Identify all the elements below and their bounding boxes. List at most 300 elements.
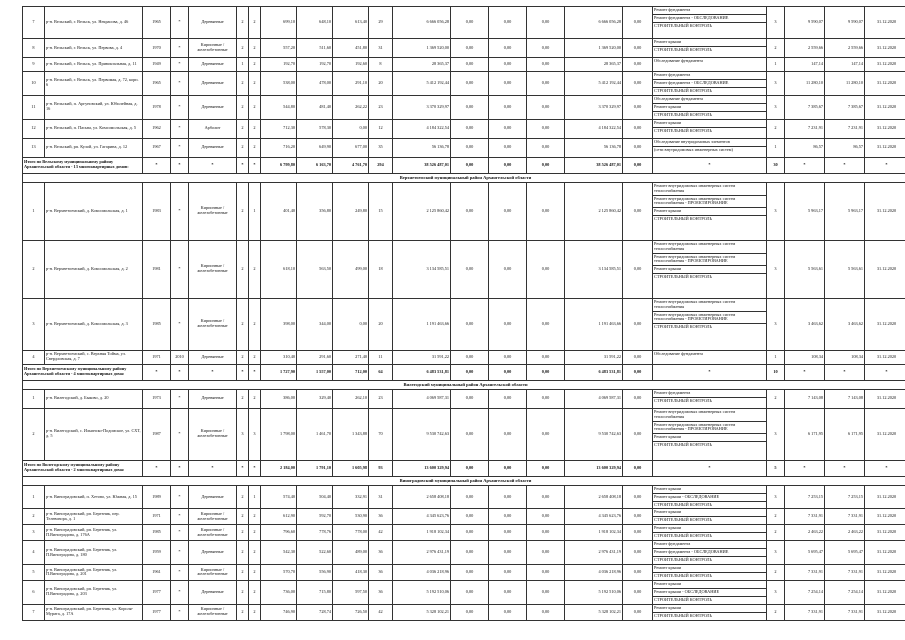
floors: * [237, 157, 249, 173]
work-item: Ремонт крыши [653, 565, 766, 573]
table-row [23, 138, 905, 157]
federal-funds: 0,00 [451, 408, 489, 460]
year-renovated: * [171, 7, 189, 39]
work-item: Ремонт фундамента - ОБСЛЕДОВАНИЕ [653, 80, 766, 88]
house-address: р-н. Верхнетоемский, д. Комсомольская, д. 1 [45, 182, 143, 240]
federal-funds: 0,00 [451, 7, 489, 39]
year-renovated: * [171, 604, 189, 620]
total-cost: 13 600 329,94 [393, 460, 451, 476]
floors: 2 [237, 389, 249, 408]
other-funds: 0,00 [623, 95, 653, 119]
max-unit-cost: 6 171,95 [825, 408, 865, 460]
owner-funds: 5 192 510,06 [565, 580, 623, 604]
row-number: 7 [23, 604, 45, 620]
total-area: 310,40 [261, 350, 297, 364]
row-number: 3 [23, 525, 45, 541]
works-list [653, 298, 767, 350]
work-item: Ремонт крыши [653, 120, 766, 128]
completion-date: 31.12.2020 [865, 182, 905, 240]
wall-material: Деревянные [189, 72, 237, 96]
year-renovated: * [171, 298, 189, 350]
unit-cost: 9 590,07 [785, 7, 825, 39]
max-unit-cost: 2 559,66 [825, 39, 865, 58]
works-list [653, 119, 767, 138]
total-area: 612,90 [261, 509, 297, 525]
works-count: 3 [767, 408, 785, 460]
premises-area: 6 163,70 [297, 157, 333, 173]
entrances: 1 [249, 485, 261, 509]
federal-funds: 0,00 [451, 485, 489, 509]
floors: 2 [237, 95, 249, 119]
work-item: Ремонт внутридомовых инженерных систем теплоснабжения [653, 299, 766, 312]
unit-cost: 147,14 [785, 58, 825, 72]
owner-funds: 6 666 056,28 [565, 7, 623, 39]
local-funds: 0,00 [527, 240, 565, 298]
total-area: 1 727,90 [261, 364, 297, 380]
max-unit-cost: 7 331,91 [825, 604, 865, 620]
residential-area: 613,40 [333, 7, 369, 39]
entrances: 2 [249, 58, 261, 72]
other-funds: 0,00 [623, 240, 653, 298]
total-area: 192,70 [261, 58, 297, 72]
year-renovated: * [171, 580, 189, 604]
table-row [23, 408, 905, 460]
other-funds: 0,00 [623, 39, 653, 58]
local-funds: 0,00 [527, 389, 565, 408]
row-number: 4 [23, 350, 45, 364]
total-area: 401,40 [261, 182, 297, 240]
owner-funds: 31 591,22 [565, 350, 623, 364]
entrances: 2 [249, 525, 261, 541]
residential-area: 1 605,98 [333, 460, 369, 476]
owner-funds: 1 369 520,00 [565, 39, 623, 58]
unit-cost: 2 463,22 [785, 525, 825, 541]
other-funds: 0,00 [623, 485, 653, 509]
federal-funds: 0,00 [451, 95, 489, 119]
row-number: 1 [23, 182, 45, 240]
house-address: р-н. Виноградовский, п. Хетово, ул. Южная, д. 15 [45, 485, 143, 509]
premises-area: 649,90 [297, 138, 333, 157]
total-cost: 3 370 329,97 [393, 95, 451, 119]
year-renovated: * [171, 95, 189, 119]
work-item: СТРОИТЕЛЬНЫЙ КОНТРОЛЬ [654, 572, 713, 578]
residents-count: 20 [369, 72, 393, 96]
federal-funds: 0,00 [451, 509, 489, 525]
max-unit-cost: 7 143,08 [825, 389, 865, 408]
residential-area: 451,80 [333, 39, 369, 58]
works-list [653, 408, 767, 460]
works-list [653, 509, 767, 525]
residents-count: 93 [369, 460, 393, 476]
wall-material: Арболит [189, 119, 237, 138]
works-list [653, 7, 767, 39]
work-item: (сети внутридомовых инженерных систем) [654, 146, 733, 152]
wall-material: Кирпичные / железобетонные [189, 408, 237, 460]
works-count: 3 [767, 240, 785, 298]
work-item: Обследование фундамента [654, 58, 703, 63]
unit-cost: * [785, 364, 825, 380]
total-area: 746,90 [261, 604, 297, 620]
entrances: 2 [249, 240, 261, 298]
year-renovated: * [171, 182, 189, 240]
work-item: Обследование внутридомовых элементов [653, 139, 766, 147]
year-built: 1987 [143, 408, 171, 460]
residents-count: 29 [369, 7, 393, 39]
total-cost: 38 526 487,01 [393, 157, 451, 173]
work-item: Ремонт внутридомовых инженерных систем теплоснабжения - ПРОЕКТИРОВАНИЕ [653, 254, 766, 267]
house-address: р-н. Вельский, г. Вельск, ул. Привокзальная, д. 11 [45, 58, 143, 72]
house-address: р-н. Виноградовский, рп. Березник, ул. П.Виноградова, д. 180 [45, 541, 143, 565]
works-count: 10 [767, 364, 785, 380]
other-funds: 0,00 [623, 565, 653, 581]
total-area: 716,20 [261, 138, 297, 157]
wall-material: Деревянные [189, 138, 237, 157]
local-funds: 0,00 [527, 298, 565, 350]
unit-cost: 11 280,10 [785, 72, 825, 96]
house-address: р-н. Виноградовский, рп. Березник, пер. Телевизора, д. 1 [45, 509, 143, 525]
year-renovated: * [171, 58, 189, 72]
work-item: Ремонт крыши [653, 266, 766, 274]
wall-material: Кирпичные / железобетонные [189, 565, 237, 581]
work-item: СТРОИТЕЛЬНЫЙ КОНТРОЛЬ [654, 87, 713, 93]
regional-funds: 0,00 [489, 509, 527, 525]
total-cost: 28 365,37 [393, 58, 451, 72]
unit-cost: 7 254,14 [785, 580, 825, 604]
residential-area: 332,91 [333, 485, 369, 509]
works-count: 3 [767, 298, 785, 350]
works-list [653, 565, 767, 581]
regional-funds: 0,00 [489, 565, 527, 581]
completion-date: 31.12.2020 [865, 509, 905, 525]
local-funds: 0,00 [527, 541, 565, 565]
entrances: 2 [249, 580, 261, 604]
unit-cost: 3 463,62 [785, 298, 825, 350]
total-cost: 31 591,22 [393, 350, 451, 364]
works-list [653, 485, 767, 509]
residential-area: 262,22 [333, 95, 369, 119]
year-built: 1978 [143, 95, 171, 119]
owner-funds: 13 600 329,94 [565, 460, 623, 476]
total-cost: 9 530 742,63 [393, 408, 451, 460]
owner-funds: 9 530 742,63 [565, 408, 623, 460]
regional-funds: 0,00 [489, 298, 527, 350]
works-list [653, 182, 767, 240]
total-label: Итого по Вельскому муниципальному району Архангельской области - 13 многоквартирных домов: [23, 157, 143, 173]
residents-count: 42 [369, 525, 393, 541]
unit-cost: 6 171,95 [785, 408, 825, 460]
work-item: Ремонт крыши [653, 605, 766, 613]
table-row [23, 509, 905, 525]
table-row [23, 541, 905, 565]
local-funds: 0,00 [527, 7, 565, 39]
section-title: Вилегодский муниципальный район Архангельской области [23, 380, 905, 389]
completion-date: 31.12.2020 [865, 408, 905, 460]
regional-funds: 0,00 [489, 157, 527, 173]
other-funds: 0,00 [623, 604, 653, 620]
local-funds: 0,00 [527, 157, 565, 173]
max-unit-cost: 5 695,47 [825, 541, 865, 565]
federal-funds: 0,00 [451, 350, 489, 364]
house-address: р-н. Виноградовский, рп. Березник, ул. П.Виноградова, д. 176А [45, 525, 143, 541]
year-built: 1977 [143, 580, 171, 604]
premises-area: 329,40 [297, 389, 333, 408]
house-address: р-н. Вилегодский, д. Быково, д. 20 [45, 389, 143, 408]
local-funds: 0,00 [527, 364, 565, 380]
wall-material: Кирпичные / железобетонные [189, 240, 237, 298]
residential-area: 418,30 [333, 565, 369, 581]
completion-date: 31.12.2020 [865, 95, 905, 119]
entrances: 2 [249, 389, 261, 408]
floors: 2 [237, 580, 249, 604]
other-funds: 0,00 [623, 58, 653, 72]
wall-material: * [189, 460, 237, 476]
floors: 2 [237, 485, 249, 509]
total-cost: 2 125 860,42 [393, 182, 451, 240]
floors: * [237, 460, 249, 476]
other-funds: 0,00 [623, 580, 653, 604]
residents-count: 20 [369, 298, 393, 350]
floors: 2 [237, 72, 249, 96]
regional-funds: 0,00 [489, 119, 527, 138]
other-funds: 0,00 [623, 72, 653, 96]
total-area: 538,00 [261, 72, 297, 96]
residents-count: 36 [369, 565, 393, 581]
total-area: 699,10 [261, 7, 297, 39]
completion-date: 31.12.2020 [865, 485, 905, 509]
house-address: р-н. Верхнетоемский, д. Комсомольская, д. 2 [45, 240, 143, 298]
year-built: * [143, 364, 171, 380]
entrances: 2 [249, 298, 261, 350]
floors: 2 [237, 298, 249, 350]
works-count: 3 [767, 182, 785, 240]
house-address: р-н. Виноградовский, рп. Березник, ул. Короля-Мурата, д. 17А [45, 604, 143, 620]
premises-area: 522,60 [297, 541, 333, 565]
floors: 2 [237, 509, 249, 525]
unit-cost: 7 331,91 [785, 604, 825, 620]
year-renovated: * [171, 541, 189, 565]
row-number: 3 [23, 298, 45, 350]
year-renovated: * [171, 565, 189, 581]
residential-area: 249,80 [333, 182, 369, 240]
max-unit-cost: 11 280,10 [825, 72, 865, 96]
table-body [23, 7, 905, 621]
regional-funds: 0,00 [489, 389, 527, 408]
work-item: Ремонт внутридомовых инженерных систем теплоснабжения - ПРОЕКТИРОВАНИЕ [653, 312, 766, 325]
unit-cost: 7 143,08 [785, 389, 825, 408]
max-unit-cost: * [825, 460, 865, 476]
entrances: 2 [249, 350, 261, 364]
local-funds: 0,00 [527, 565, 565, 581]
entrances: 2 [249, 604, 261, 620]
works-list [653, 72, 767, 96]
house-address: р-н. Виноградовский, рп. Березник, ул. П.Виноградова, д. 201 [45, 565, 143, 581]
entrances: 2 [249, 509, 261, 525]
floors: * [237, 364, 249, 380]
floors: 2 [237, 7, 249, 39]
regional-funds: 0,00 [489, 350, 527, 364]
total-label: Итого по Вилегодскому муниципальному району Архангельской области - 2 многоквартирных дома: [23, 460, 143, 476]
year-renovated: 2010 [171, 350, 189, 364]
house-address: р-н. Виноградовский, рп. Березник, ул. П.Виноградова, д. 203 [45, 580, 143, 604]
year-built: 1965 [143, 72, 171, 96]
owner-funds: 56 136,78 [565, 138, 623, 157]
work-item: Ремонт фундамента [653, 7, 766, 15]
floors: 2 [237, 182, 249, 240]
total-cost: 5 412 192,44 [393, 72, 451, 96]
year-built: 1985 [143, 525, 171, 541]
max-unit-cost: 7 253,15 [825, 485, 865, 509]
residents-count: 31 [369, 485, 393, 509]
residential-area: 726,50 [333, 604, 369, 620]
wall-material: Деревянные [189, 95, 237, 119]
unit-cost: * [785, 460, 825, 476]
entrances: 2 [249, 95, 261, 119]
other-funds: 0,00 [623, 525, 653, 541]
total-area: 574,40 [261, 485, 297, 509]
federal-funds: 0,00 [451, 364, 489, 380]
work-item: Ремонт крыши [653, 581, 766, 589]
total-area: 712,30 [261, 119, 297, 138]
wall-material: Кирпичные / железобетонные [189, 509, 237, 525]
table-row [23, 39, 905, 58]
entrances: 2 [249, 39, 261, 58]
max-unit-cost: 7 231,91 [825, 119, 865, 138]
federal-funds: 0,00 [451, 460, 489, 476]
works-list [653, 240, 767, 298]
work-item: СТРОИТЕЛЬНЫЙ КОНТРОЛЬ [654, 612, 713, 618]
section-header-row [23, 476, 905, 485]
entrances: 2 [249, 565, 261, 581]
floors: 2 [237, 350, 249, 364]
floors: 2 [237, 138, 249, 157]
work-item: Ремонт крыши [653, 104, 766, 112]
row-number: 5 [23, 565, 45, 581]
unit-cost: * [785, 157, 825, 173]
completion-date: 31.12.2020 [865, 58, 905, 72]
total-cost: 1 369 520,00 [393, 39, 451, 58]
floors: 2 [237, 565, 249, 581]
work-item: Ремонт фундамента - ОБСЛЕДОВАНИЕ [653, 549, 766, 557]
year-built: 1967 [143, 138, 171, 157]
wall-material: * [189, 157, 237, 173]
table-row [23, 95, 905, 119]
max-unit-cost: 7 385,67 [825, 95, 865, 119]
residents-count: 36 [369, 509, 393, 525]
regional-funds: 0,00 [489, 138, 527, 157]
residents-count: 35 [369, 138, 393, 157]
table-row [23, 485, 905, 509]
works-count: 1 [767, 58, 785, 72]
federal-funds: 0,00 [451, 580, 489, 604]
row-number: 2 [23, 509, 45, 525]
works-count: 2 [767, 119, 785, 138]
row-number: 8 [23, 39, 45, 58]
wall-material: Кирпичные / железобетонные [189, 39, 237, 58]
table-row [23, 58, 905, 72]
max-unit-cost: * [825, 364, 865, 380]
premises-area: 1 557,00 [297, 364, 333, 380]
federal-funds: 0,00 [451, 39, 489, 58]
work-item: СТРОИТЕЛЬНЫЙ КОНТРОЛЬ [654, 22, 713, 28]
table-row [23, 72, 905, 96]
year-built: 1962 [143, 119, 171, 138]
work-item: СТРОИТЕЛЬНЫЙ КОНТРОЛЬ [654, 111, 713, 117]
total-cost: 5 192 510,06 [393, 580, 451, 604]
completion-date: 31.12.2020 [865, 565, 905, 581]
regional-funds: 0,00 [489, 408, 527, 460]
row-number: 10 [23, 72, 45, 96]
residents-count: 31 [369, 39, 393, 58]
residential-area: 778,00 [333, 525, 369, 541]
other-funds: 0,00 [623, 138, 653, 157]
federal-funds: 0,00 [451, 525, 489, 541]
table-row [23, 389, 905, 408]
row-number: 13 [23, 138, 45, 157]
work-item: СТРОИТЕЛЬНЫЙ КОНТРОЛЬ [654, 501, 713, 507]
federal-funds: 0,00 [451, 389, 489, 408]
year-built: 1973 [143, 389, 171, 408]
residents-count: 64 [369, 364, 393, 380]
residential-area: 1 343,88 [333, 408, 369, 460]
floors: 3 [237, 408, 249, 460]
house-address: р-н. Вельский, п. Пасьва, ул. Комсомольская, д. 5 [45, 119, 143, 138]
works-list [653, 58, 767, 72]
total-area: 386,00 [261, 389, 297, 408]
year-built: * [143, 157, 171, 173]
work-item: Ремонт крыши - ОБСЛЕДОВАНИЕ [653, 589, 766, 597]
other-funds: 0,00 [623, 298, 653, 350]
entrances: 2 [249, 7, 261, 39]
works-count: 2 [767, 604, 785, 620]
house-address: р-н. Вельский, п. Аргуновский, ул. Юбилейная, д. 16 [45, 95, 143, 119]
completion-date: 31.12.2020 [865, 604, 905, 620]
wall-material: Деревянные [189, 7, 237, 39]
work-item: Ремонт внутридомовых инженерных систем теплоснабжения [653, 409, 766, 422]
work-item: Ремонт крыши [653, 208, 766, 216]
total-cost: 5 328 102,21 [393, 604, 451, 620]
row-number: 1 [23, 485, 45, 509]
max-unit-cost: 7 254,14 [825, 580, 865, 604]
max-unit-cost: 86,57 [825, 138, 865, 157]
residential-area: 489,00 [333, 541, 369, 565]
work-item: Ремонт фундамента [653, 72, 766, 80]
federal-funds: 0,00 [451, 119, 489, 138]
federal-funds: 0,00 [451, 138, 489, 157]
row-number: 12 [23, 119, 45, 138]
total-area: 1 798,00 [261, 408, 297, 460]
year-built: 1985 [143, 298, 171, 350]
entrances: * [249, 364, 261, 380]
max-unit-cost: 3 463,62 [825, 298, 865, 350]
work-item: Ремонт крыши [653, 509, 766, 517]
completion-date: 31.12.2020 [865, 541, 905, 565]
year-built: 1961 [143, 565, 171, 581]
completion-date: 31.12.2020 [865, 525, 905, 541]
works-count: 2 [767, 39, 785, 58]
work-item: Ремонт внутридомовых инженерных систем теплоснабжения - ПРОЕКТИРОВАНИЕ [653, 196, 766, 209]
row-number: 9 [23, 58, 45, 72]
federal-funds: 0,00 [451, 604, 489, 620]
table-row [23, 7, 905, 39]
house-address: р-н. Вельский, рп. Кулой, ул. Гагарина, д. 12 [45, 138, 143, 157]
unit-cost: 2 559,66 [785, 39, 825, 58]
residents-count: 23 [369, 389, 393, 408]
total-area: 2 184,00 [261, 460, 297, 476]
max-unit-cost: * [825, 157, 865, 173]
floors: 2 [237, 39, 249, 58]
other-funds: 0,00 [623, 157, 653, 173]
table-row [23, 350, 905, 364]
